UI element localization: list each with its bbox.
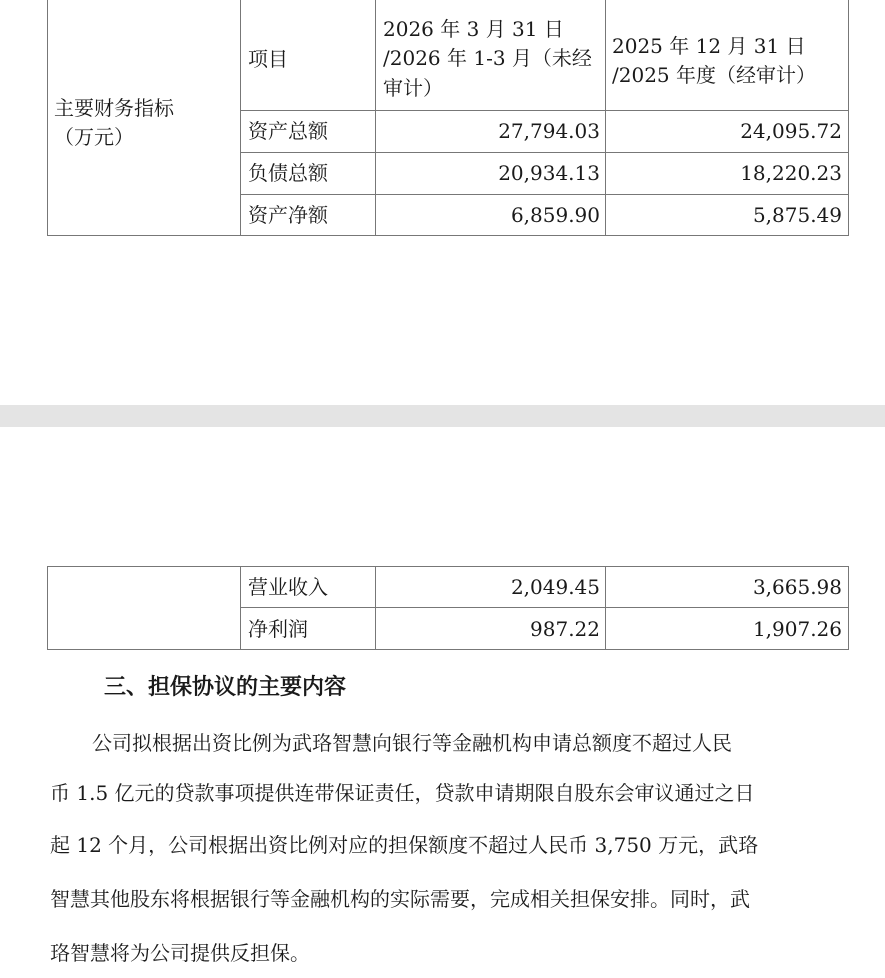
header-2026-line1: 2026 年 3 月 31 日 xyxy=(383,17,564,41)
paragraph-line: 起 12 个月，公司根据出资比例对应的担保额度不超过人民币 3,750 万元，武珞 xyxy=(50,833,759,857)
row-value-2025: 24,095.72 xyxy=(740,119,842,143)
header-2025-line1: 2025 年 12 月 31 日 xyxy=(612,34,806,58)
row-value-2026: 6,859.90 xyxy=(510,203,600,227)
paragraph-line: 珞智慧将为公司提供反担保。 xyxy=(50,941,310,965)
row-value-2025: 18,220.23 xyxy=(740,161,842,185)
header-2026-line3: 审计） xyxy=(383,76,443,100)
paragraph-line: 公司拟根据出资比例为武珞智慧向银行等金融机构申请总额度不超过人民 xyxy=(92,731,732,755)
row-value-2026: 2,049.45 xyxy=(510,575,600,599)
paragraph-line: 币 1.5 亿元的贷款事项提供连带保证责任，贷款申请期限自股东会审议通过之日 xyxy=(50,781,755,805)
category-label: 主要财务指标 xyxy=(54,96,174,120)
row-label-revenue: 营业收入 xyxy=(248,575,328,599)
row-label-total-assets: 资产总额 xyxy=(248,119,328,143)
row-value-2025: 1,907.26 xyxy=(752,617,842,641)
row-label-net-profit: 净利润 xyxy=(248,617,308,641)
row-value-2026: 20,934.13 xyxy=(498,161,600,185)
row-label-net-assets: 资产净额 xyxy=(248,203,328,227)
row-value-2025: 3,665.98 xyxy=(752,575,842,599)
row-value-2026: 987.22 xyxy=(530,617,600,641)
paragraph-line: 智慧其他股东将根据银行等金融机构的实际需要，完成相关担保安排。同时，武 xyxy=(50,887,750,911)
header-item: 项目 xyxy=(248,47,288,71)
category-unit: （万元） xyxy=(54,125,134,149)
row-label-total-liabilities: 负债总额 xyxy=(248,161,328,185)
section-heading: 三、担保协议的主要内容 xyxy=(104,675,347,700)
row-value-2025: 5,875.49 xyxy=(752,203,842,227)
header-2026-line2: /2026 年 1-3 月（未经 xyxy=(383,46,592,70)
page-separator xyxy=(0,405,885,427)
row-value-2026: 27,794.03 xyxy=(498,119,600,143)
header-2025-line2: /2025 年度（经审计） xyxy=(612,63,816,87)
